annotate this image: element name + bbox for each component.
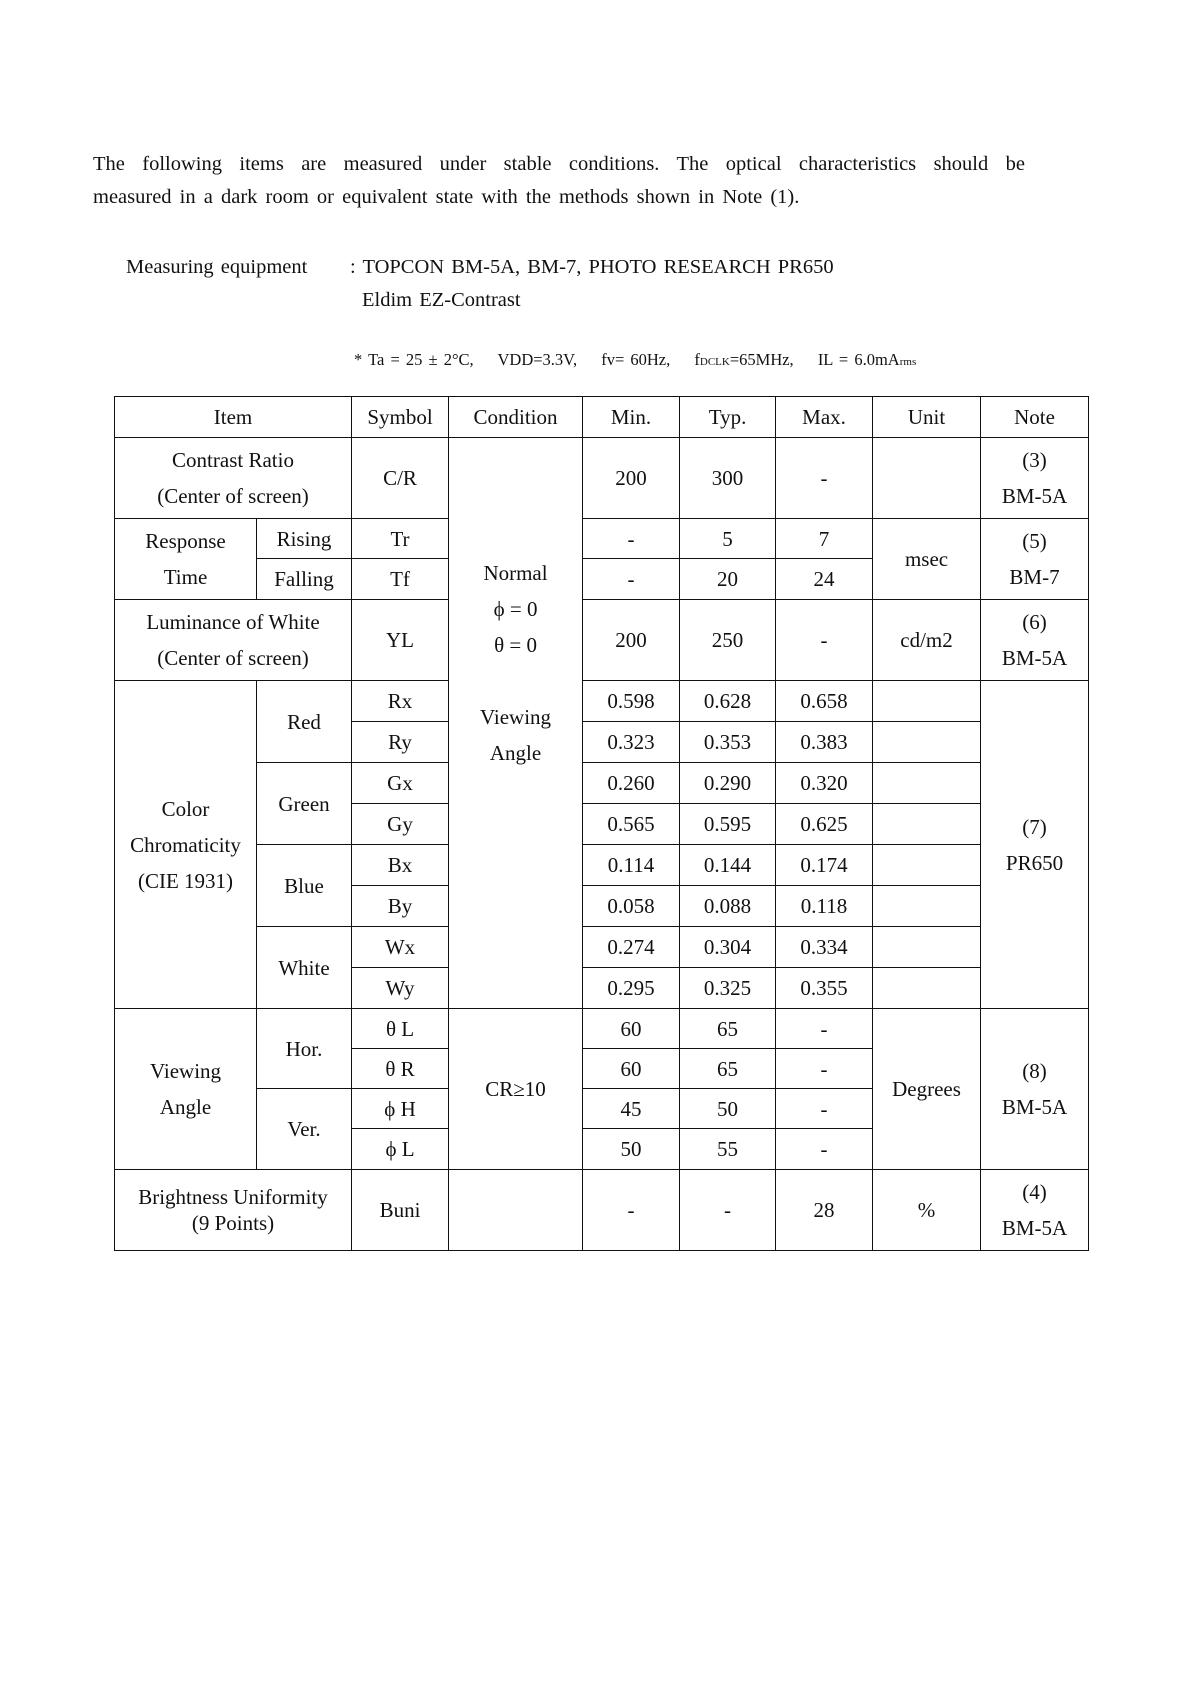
chromaticity-item-line-2: Chromaticity: [130, 832, 241, 857]
chromaticity-note: [981, 681, 1089, 1009]
chroma-max: 0.355: [776, 968, 873, 1009]
chroma-min: 0.565: [583, 804, 680, 845]
header-unit: Unit: [873, 397, 981, 438]
viewing-min: 60: [583, 1049, 680, 1089]
viewing-note-line-1: (8): [1022, 1059, 1047, 1083]
condition-fv: fv= 60Hz,: [601, 350, 671, 369]
luminance-note-line-1: (6): [1022, 610, 1047, 634]
chroma-max: 0.320: [776, 763, 873, 804]
uniformity-item: [115, 1170, 352, 1251]
viewing-condition: CR≥10: [449, 1009, 583, 1170]
response-falling-max: 24: [776, 559, 873, 600]
response-item-line-1: Response: [145, 529, 226, 553]
response-falling-label: Falling: [257, 559, 352, 600]
chroma-unit: [873, 804, 981, 845]
chroma-min: 0.274: [583, 927, 680, 968]
normal-condition-cell: [449, 438, 583, 1009]
uniformity-note: [981, 1170, 1089, 1251]
header-symbol: Symbol: [352, 397, 449, 438]
condition-viewing: Viewing: [479, 705, 552, 729]
chromaticity-red: Red: [257, 681, 352, 763]
chroma-max: 0.383: [776, 722, 873, 763]
response-rising-max: 7: [776, 519, 873, 559]
intro-paragraph: [93, 148, 1025, 214]
luminance-item-line-1: Luminance of White: [146, 610, 320, 634]
chroma-symbol: Wx: [352, 927, 449, 968]
condition-ta: * Ta = 25 ± 2°C,: [354, 350, 474, 369]
il-subscript: rms: [899, 356, 917, 368]
header-max: Max.: [776, 397, 873, 438]
chroma-typ: 0.628: [680, 681, 776, 722]
viewing-item: [115, 1009, 257, 1170]
header-item: Item: [115, 397, 352, 438]
contrast-item-line-1: Contrast Ratio: [172, 448, 294, 472]
chromaticity-note-line-2: PR650: [1005, 850, 1064, 875]
table-row: [115, 1170, 1089, 1251]
condition-normal: Normal: [483, 561, 548, 585]
chromaticity-green: Green: [257, 763, 352, 845]
response-note-line-2: BM-7: [1009, 565, 1060, 589]
viewing-symbol: θ L: [352, 1009, 449, 1049]
luminance-unit: cd/m2: [873, 600, 981, 681]
contrast-note-line-2: BM-5A: [1001, 484, 1068, 508]
chroma-symbol: Rx: [352, 681, 449, 722]
viewing-typ: 50: [680, 1089, 776, 1129]
viewing-unit: Degrees: [873, 1009, 981, 1170]
uniformity-item-line-1: Brightness Uniformity: [138, 1185, 328, 1209]
contrast-item: [115, 438, 352, 519]
chroma-max: 0.334: [776, 927, 873, 968]
luminance-note: [981, 600, 1089, 681]
response-item: [115, 519, 257, 600]
header-note: Note: [981, 397, 1089, 438]
chroma-typ: 0.595: [680, 804, 776, 845]
table-row: [115, 438, 1089, 519]
chroma-typ: 0.325: [680, 968, 776, 1009]
table-row: [115, 763, 1089, 804]
viewing-typ: 65: [680, 1049, 776, 1089]
viewing-typ: 55: [680, 1129, 776, 1170]
response-rising-typ: 5: [680, 519, 776, 559]
response-unit: msec: [873, 519, 981, 600]
contrast-unit: [873, 438, 981, 519]
table-row: [115, 600, 1089, 681]
uniformity-unit: %: [873, 1170, 981, 1251]
chroma-unit: [873, 763, 981, 804]
chroma-unit: [873, 845, 981, 886]
chromaticity-item-line-3: (CIE 1931): [137, 868, 234, 893]
viewing-symbol: ϕ L: [352, 1129, 449, 1170]
chroma-unit: [873, 722, 981, 763]
viewing-min: 60: [583, 1009, 680, 1049]
viewing-symbol: θ R: [352, 1049, 449, 1089]
contrast-typ: 300: [680, 438, 776, 519]
chroma-typ: 0.088: [680, 886, 776, 927]
luminance-item: [115, 600, 352, 681]
viewing-ver: Ver.: [257, 1089, 352, 1170]
header-condition: Condition: [449, 397, 583, 438]
table-row: [115, 519, 1089, 559]
intro-line-2: measured in a dark room or equivalent state with the methods shown in Note (1).: [93, 186, 800, 208]
response-falling-min: -: [583, 559, 680, 600]
contrast-symbol: C/R: [352, 438, 449, 519]
chroma-max: 0.625: [776, 804, 873, 845]
viewing-symbol: ϕ H: [352, 1089, 449, 1129]
chroma-min: 0.260: [583, 763, 680, 804]
contrast-max: -: [776, 438, 873, 519]
contrast-item-line-2: (Center of screen): [157, 484, 309, 508]
viewing-min: 45: [583, 1089, 680, 1129]
chroma-symbol: Gx: [352, 763, 449, 804]
chroma-symbol: Wy: [352, 968, 449, 1009]
fdclk-value: =65MHz,: [729, 350, 794, 369]
contrast-min: 200: [583, 438, 680, 519]
viewing-hor: Hor.: [257, 1009, 352, 1089]
luminance-item-line-2: (Center of screen): [157, 646, 309, 670]
equipment-label: Measuring equipment: [126, 256, 308, 278]
response-falling-symbol: Tf: [352, 559, 449, 600]
chroma-symbol: Ry: [352, 722, 449, 763]
table-row: [115, 845, 1089, 886]
viewing-max: -: [776, 1089, 873, 1129]
response-note: [981, 519, 1089, 600]
viewing-max: -: [776, 1009, 873, 1049]
condition-theta: θ = 0: [494, 633, 537, 657]
luminance-typ: 250: [680, 600, 776, 681]
response-rising-label: Rising: [257, 519, 352, 559]
chromaticity-white: White: [257, 927, 352, 1009]
condition-il: [818, 350, 916, 369]
chroma-min: 0.323: [583, 722, 680, 763]
chroma-min: 0.295: [583, 968, 680, 1009]
viewing-note-line-2: BM-5A: [1001, 1095, 1068, 1119]
optical-characteristics-table: [114, 396, 1089, 1251]
viewing-min: 50: [583, 1129, 680, 1170]
chromaticity-note-line-1: (7): [1022, 814, 1047, 839]
chroma-max: 0.174: [776, 845, 873, 886]
chroma-typ: 0.304: [680, 927, 776, 968]
chroma-min: 0.598: [583, 681, 680, 722]
chroma-symbol: By: [352, 886, 449, 927]
chromaticity-item: [115, 681, 257, 1009]
condition-phi: ϕ = 0: [493, 597, 538, 621]
chroma-unit: [873, 927, 981, 968]
chroma-max: 0.658: [776, 681, 873, 722]
fdclk-subscript: DCLK: [699, 356, 730, 368]
uniformity-condition: [449, 1170, 583, 1251]
condition-vdd: VDD=3.3V,: [497, 350, 578, 369]
chroma-unit: [873, 681, 981, 722]
chroma-symbol: Bx: [352, 845, 449, 886]
viewing-item-line-2: Angle: [159, 1095, 212, 1119]
uniformity-symbol: Buni: [352, 1170, 449, 1251]
uniformity-item-line-2: (9 Points): [191, 1211, 275, 1235]
intro-line-1: The following items are measured under stable conditions. The optical characteristics should be: [93, 153, 1025, 175]
contrast-note-line-1: (3): [1022, 448, 1047, 472]
luminance-symbol: YL: [352, 600, 449, 681]
luminance-max: -: [776, 600, 873, 681]
response-note-line-1: (5): [1022, 529, 1047, 553]
table-row: [115, 927, 1089, 968]
chroma-unit: [873, 968, 981, 1009]
viewing-max: -: [776, 1049, 873, 1089]
uniformity-max: 28: [776, 1170, 873, 1251]
chroma-symbol: Gy: [352, 804, 449, 845]
chroma-max: 0.118: [776, 886, 873, 927]
condition-angle: Angle: [489, 741, 542, 765]
uniformity-min: -: [583, 1170, 680, 1251]
viewing-max: -: [776, 1129, 873, 1170]
table-row: [115, 1009, 1089, 1049]
uniformity-typ: -: [680, 1170, 776, 1251]
chroma-min: 0.114: [583, 845, 680, 886]
equipment-value-line-1: : TOPCON BM-5A, BM-7, PHOTO RESEARCH PR650: [350, 256, 834, 278]
condition-fdclk: [694, 350, 793, 369]
chroma-unit: [873, 886, 981, 927]
chromaticity-blue: Blue: [257, 845, 352, 927]
equipment-value-line-2: Eldim EZ-Contrast: [362, 289, 521, 311]
header-typ: Typ.: [680, 397, 776, 438]
il-prefix: IL = 6.0mA: [817, 350, 900, 369]
viewing-typ: 65: [680, 1009, 776, 1049]
table-header-row: [115, 397, 1089, 438]
contrast-note: [981, 438, 1089, 519]
uniformity-note-line-2: BM-5A: [1001, 1216, 1068, 1240]
response-rising-min: -: [583, 519, 680, 559]
viewing-item-line-1: Viewing: [149, 1059, 222, 1083]
chroma-min: 0.058: [583, 886, 680, 927]
chroma-typ: 0.144: [680, 845, 776, 886]
table-row: [115, 681, 1089, 722]
response-falling-typ: 20: [680, 559, 776, 600]
uniformity-note-line-1: (4): [1022, 1180, 1047, 1204]
measurement-conditions: [354, 350, 916, 370]
luminance-min: 200: [583, 600, 680, 681]
response-rising-symbol: Tr: [352, 519, 449, 559]
chroma-typ: 0.353: [680, 722, 776, 763]
fdclk-prefix: f: [694, 350, 700, 369]
header-min: Min.: [583, 397, 680, 438]
chroma-typ: 0.290: [680, 763, 776, 804]
response-item-line-2: Time: [163, 565, 208, 589]
viewing-note: [981, 1009, 1089, 1170]
luminance-note-line-2: BM-5A: [1001, 646, 1068, 670]
chromaticity-item-line-1: Color: [161, 796, 210, 821]
